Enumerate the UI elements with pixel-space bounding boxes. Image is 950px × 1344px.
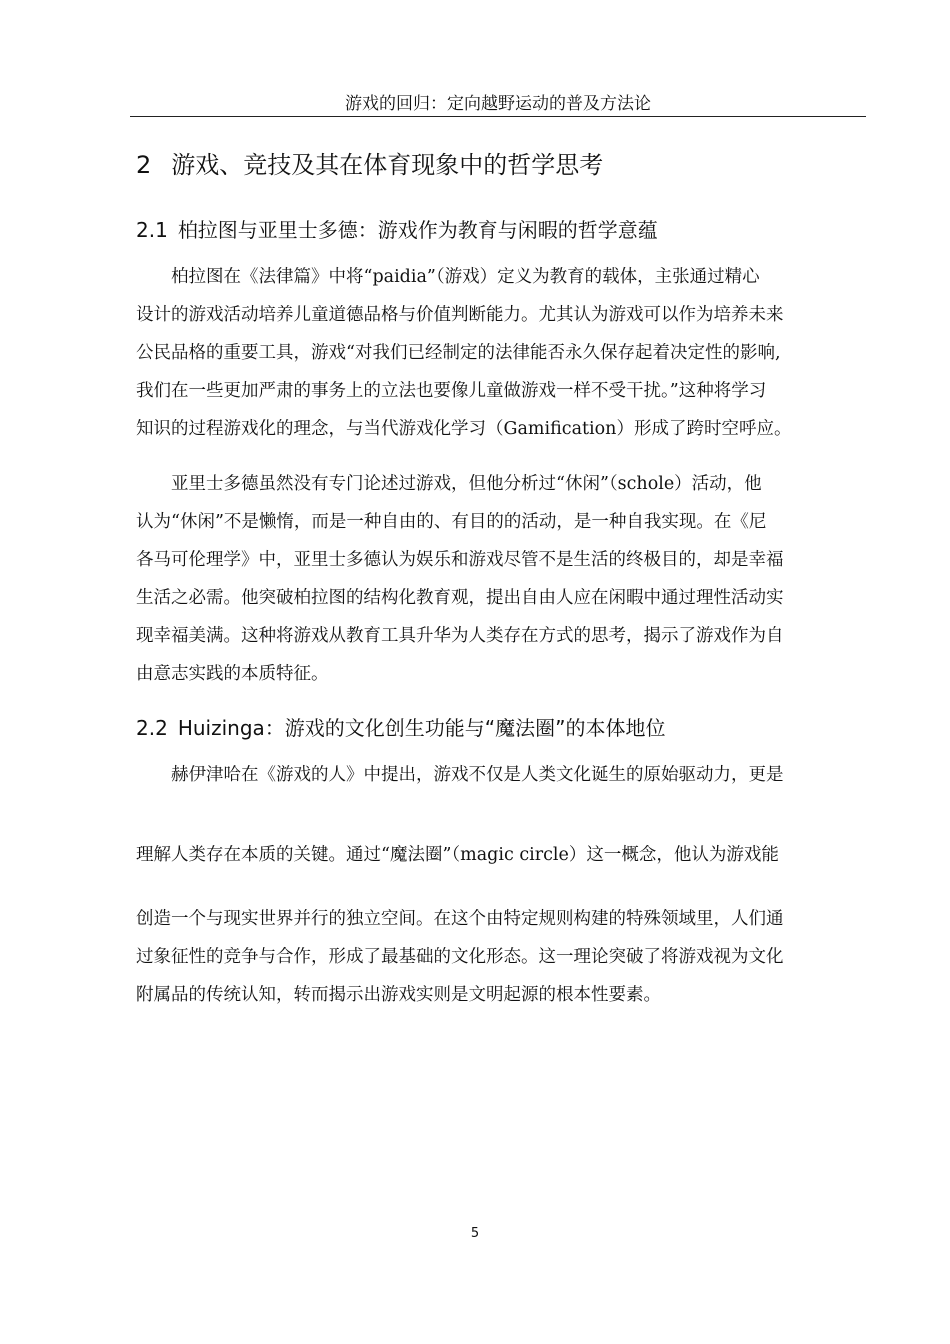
paragraph-line: 过象征性的竞争与合作，形成了最基础的文化形态。这一理论突破了将游戏视为文化 bbox=[136, 947, 784, 967]
paragraph-line: 生活之必需。他突破柏拉图的结构化教育观，提出自由人应在闲暇中通过理性活动实 bbox=[136, 588, 784, 608]
page-number: 5 bbox=[470, 1226, 480, 1241]
paragraph-line: 知识的过程游戏化的理念，与当代游戏化学习（Gamification）形成了跨时空呼应。 bbox=[136, 419, 792, 439]
section-title-text: Huizinga：游戏的文化创生功能与“魔法圈”的本体地位 bbox=[177, 716, 666, 740]
paragraph-aristotle bbox=[136, 465, 860, 693]
paragraph-plato bbox=[136, 258, 860, 448]
section-number: 2.1 bbox=[136, 218, 168, 242]
running-header: 游戏的回归：定向越野运动的普及方法论 bbox=[345, 94, 651, 114]
section-title-text: 柏拉图与亚里士多德：游戏作为教育与闲暇的哲学意蕴 bbox=[177, 218, 658, 242]
paragraph-line: 创造一个与现实世界并行的独立空间。在这个由特定规则构建的特殊领域里，人们通 bbox=[136, 909, 784, 929]
paragraph-line: 由意志实践的本质特征。 bbox=[136, 664, 329, 684]
chapter-title-text: 游戏、竞技及其在体育现象中的哲学思考 bbox=[171, 151, 604, 179]
header-rule bbox=[130, 116, 866, 117]
paragraph-line: 附属品的传统认知，转而揭示出游戏实则是文明起源的根本性要素。 bbox=[136, 985, 661, 1005]
paragraph-line: 认为“休闲”不是懒惰，而是一种自由的、有目的的活动，是一种自我实现。在《尼 bbox=[136, 512, 767, 532]
paragraph-line: 我们在一些更加严肃的事务上的立法也要像儿童做游戏一样不受干扰。”这种将学习 bbox=[136, 381, 767, 401]
chapter-number: 2 bbox=[136, 151, 152, 179]
paragraph-line: 柏拉图在《法律篇》中将“paidia”（游戏）定义为教育的载体，主张通过精心 bbox=[136, 267, 760, 287]
paragraph-line: 亚里士多德虽然没有专门论述过游戏，但他分析过“休闲”（schole）活动，他 bbox=[136, 474, 762, 494]
section-title-2-1 bbox=[136, 216, 658, 244]
paragraph-line: 理解人类存在本质的关键。通过“魔法圈”（magic circle）这一概念，他认为游戏能 bbox=[136, 845, 779, 865]
paragraph-line: 现幸福美满。这种将游戏从教育工具升华为人类存在方式的思考，揭示了游戏作为自 bbox=[136, 626, 784, 646]
paragraph-line: 赫伊津哈在《游戏的人》中提出，游戏不仅是人类文化诞生的原始驱动力，更是 bbox=[136, 765, 784, 785]
paragraph-huizinga bbox=[136, 756, 860, 1014]
paragraph-line: 公民品格的重要工具，游戏“对我们已经制定的法律能否永久保存起着决定性的影响, bbox=[136, 343, 781, 363]
paragraph-line: 设计的游戏活动培养儿童道德品格与价值判断能力。尤其认为游戏可以作为培养未来 bbox=[136, 305, 784, 325]
section-title-2-2 bbox=[136, 714, 666, 742]
section-number: 2.2 bbox=[136, 716, 168, 740]
chapter-title bbox=[136, 148, 603, 182]
paragraph-line: 各马可伦理学》中，亚里士多德认为娱乐和游戏尽管不是生活的终极目的，却是幸福 bbox=[136, 550, 784, 570]
